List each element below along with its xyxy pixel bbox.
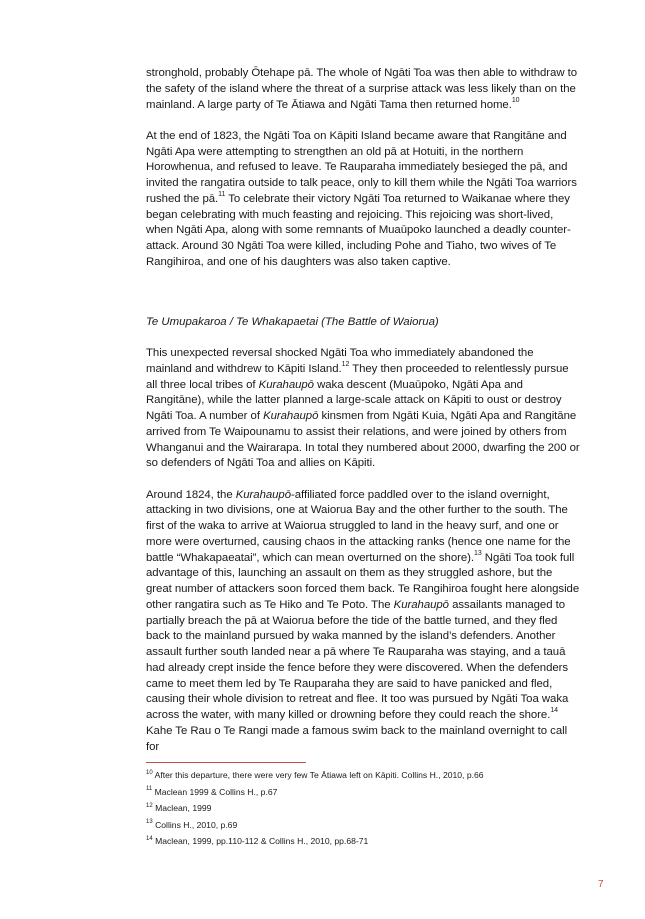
- footnote-ref-11[interactable]: 11: [218, 190, 226, 198]
- paragraph-1: stronghold, probably Ōtehape pā. The whole of Ngāti Toa was then able to withdraw to the safety of the island where the threat of a surprise attack was less likely than on the mainland. A large party of Te Ātiawa and Ngāti Tama then returned home.$^{10}$: [146, 67, 578, 111]
- section-heading: Te Umupakaroa / Te Whakapaetai (The Battle of Waiorua): [146, 316, 439, 328]
- paragraph-3: This unexpected reversal shocked Ngāti Toa who immediately abandoned the mainland and withdrew to Kāpiti Island.$^{12}$ They then proceeded to relentlessly pursue all three local tribes of Kurahaupō waka descent (Muaūpoko, Ngāti Apa and Rangitāne), while the latter planned a large-scale attack on Kāpiti to oust or destroy Ngāti Toa. A number of Kurahaupō kinsmen from Ngāti Kuia, Ngāti Apa and Rangitāne arrived from Te Waipounamu to assist their relations, and were joined by others from Whanganui and the Wairarapa. In total they numbered about 2000, dwarfing the 200 or so defenders of Ngāti Toa and allies on Kāpiti.: [146, 347, 580, 470]
- footnote-ref-12[interactable]: 12: [341, 360, 350, 368]
- footnote-ref-14[interactable]: 14: [550, 707, 559, 715]
- paragraph-2: At the end of 1823, the Ngāti Toa on Kāpiti Island became aware that Rangitāne and Ngāti Apa were attempting to strengthen an old pā at Hotuiti, in the northern Horowhenua, and refused to leave. Te Rauparaha immediately besieged the pā, and invited the rangatira outside to talk peace, only to kill them while the Ngāti Toa warriors rushed the pā.$^{11}$ To celebrate their victory Ngāti Toa returned to Waikanae where they began celebrating with much feasting and rejoicing. This rejoicing was short-lived, when Ngāti Apa, along with some remnants of Muaūpoko launched a deadly counter-attack. Around 30 Ngāti Toa were killed, including Pohe and Tiaho, two wives of Te Rangihiroa, and one of his daughters was also taken captive.: [146, 129, 577, 268]
- footnotes: [146, 770, 586, 853]
- footnote-ref-10[interactable]: 10: [511, 96, 520, 104]
- body-lower: [146, 346, 581, 755]
- footnote-13: $^{13}$ Collins H., 2010, p.69: [146, 819, 238, 830]
- footnote-ref-13[interactable]: 13: [474, 549, 482, 557]
- body-upper: [146, 66, 581, 271]
- paragraph-4: Around 1824, the Kurahaupō-affiliated force paddled over to the island overnight, attacking in two divisions, one at Waiorua Bay and the other further to the south. The first of the waka to arrive at Waiorua struggled to land in the heavy surf, and one or more were overturned, causing chaos in the attacking ranks (hence one name for the battle “Whakapaeatai”, which can mean overturned on the shore).$^{13}$ Ngāti Toa took full advantage of this, launching an assault on them as they struggled ashore, but the great number of attackers soon forced them back. Te Rangihiroa fought here alongside other rangatira such as Te Hiko and Te Poto. The Kurahaupō assailants managed to partially breach the pā at Waiorua before the tide of the battle turned, and they fled back to the mainland pursued by waka manned by the island’s defenders. Another assault further south landed near a pā where Te Rauparaha was staying, and a tauā had already crept inside the fence before they were discovered. When the defenders came to meet them led by Te Rauparaha they are said to have panicked and fled, causing their whole division to retreat and flee. It too was pursued by Ngāti Toa waka across the water, with many killed or drowning before they could reach the shore.$^{14}$ Kahe Te Rau o Te Rangi made a famous swim back to the mainland overnight to call for: [146, 488, 580, 753]
- footnote-11: $^{11}$ Maclean 1999 & Collins H., p.67: [146, 786, 278, 797]
- footnote-divider: [146, 762, 306, 763]
- footnote-12: $^{12}$ Maclean, 1999: [146, 802, 212, 813]
- footnote-10: $^{10}$ After this departure, there were very few Te Ātiawa left on Kāpiti. Collins H., 2010, p.66: [146, 769, 484, 780]
- page-number: 7: [598, 879, 604, 890]
- footnote-14: $^{14}$ Maclean, 1999, pp.110-112 & Collins H., 2010, pp.68-71: [146, 835, 369, 846]
